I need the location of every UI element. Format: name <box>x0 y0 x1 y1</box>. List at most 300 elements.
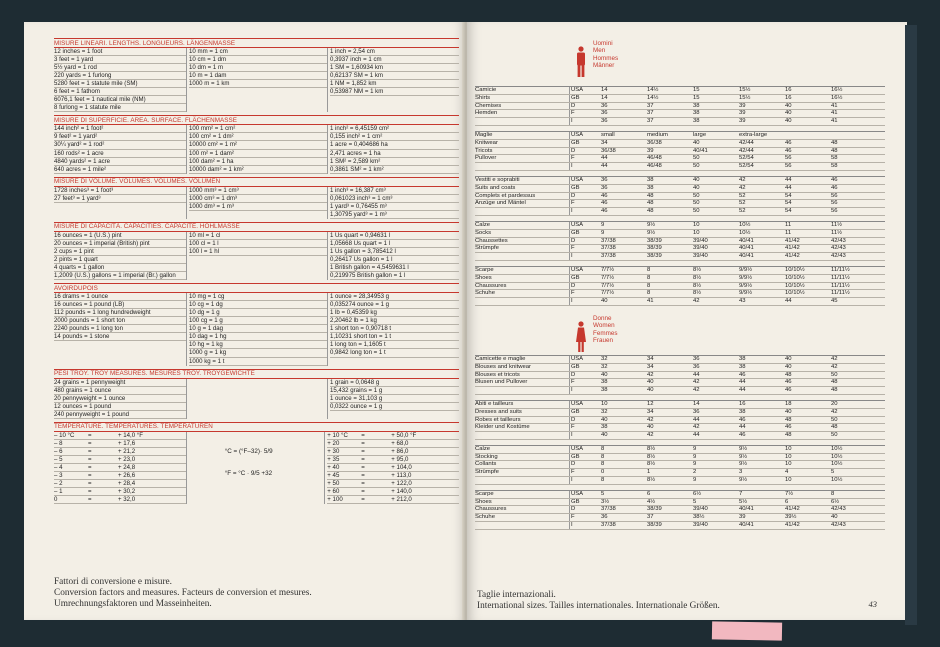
conversion-row: 640 acres = 1 mile² <box>54 166 186 174</box>
conversion-row: 5280 feet = 1 statute mile (SM) <box>54 80 186 88</box>
conversion-row: 144 inch² = 1 foot² <box>54 125 186 133</box>
garment-name: Knitwear <box>475 139 498 146</box>
size-value: 36 <box>601 102 608 109</box>
country-code: D <box>569 103 601 110</box>
size-value: 46 <box>831 184 838 191</box>
temperature-row <box>327 456 459 464</box>
size-value: 32 <box>601 408 608 415</box>
conversion-row: 3 feet = 1 yard <box>54 56 186 64</box>
country-code: I <box>569 253 601 260</box>
size-row <box>475 103 885 111</box>
size-value: 9 <box>693 461 697 468</box>
conversion-row: 15,432 grains = 1 g <box>330 387 459 395</box>
size-value: extra-large <box>739 131 768 138</box>
women-label: Femmes <box>593 329 618 337</box>
country-code: F <box>569 245 601 252</box>
size-value: 7 <box>739 490 743 497</box>
section-title: MISURE LINEARI. LENGTHS. LONGUEURS. LÄNGENMASSE <box>54 38 459 48</box>
size-value: 38½ <box>693 514 705 521</box>
size-value: 18 <box>785 400 792 407</box>
conversion-row: 10 dag = 1 hg <box>189 333 327 341</box>
right-page <box>467 22 907 620</box>
garment-name <box>475 522 569 529</box>
size-value: 37 <box>647 110 654 117</box>
temperature-cell: + 104,0 <box>391 463 412 471</box>
country-code: I <box>569 163 601 170</box>
conversion-row: 10 dm = 1 m <box>189 64 327 72</box>
size-value: large <box>693 131 707 138</box>
conversion-row: 1000 kg = 1 t <box>189 358 327 366</box>
garment-name: Camicie <box>475 87 497 93</box>
celsius-formula: °C = (°F–32)· 5/9 <box>224 447 273 455</box>
section-title: MISURE DI CAPACITÀ. CAPACITIES. CAPACITÉ. HOHLMASSE <box>54 222 459 232</box>
size-value: 16½ <box>831 87 843 93</box>
size-value: 50 <box>831 371 838 378</box>
temperature-row <box>327 448 459 456</box>
conversion-row: 100 mm² = 1 cm² <box>189 125 327 133</box>
temperature-cell: = <box>88 480 92 488</box>
women-label: Women <box>593 322 615 330</box>
conversion-row: 1,10231 short ton = 1 t <box>330 333 459 341</box>
size-value: 9 <box>601 229 605 236</box>
size-value: 10½ <box>831 453 843 460</box>
size-row <box>475 424 885 432</box>
size-value: 9/9½ <box>739 282 753 289</box>
size-value <box>831 132 877 139</box>
conversion-row: 5½ yard = 1 rod <box>54 64 186 72</box>
temperature-row <box>54 496 186 504</box>
size-value: 42 <box>647 432 654 439</box>
size-value: 4½ <box>647 498 656 505</box>
conversion-row: 14 pounds = 1 stone <box>54 333 186 341</box>
size-value: 40 <box>785 363 792 370</box>
size-value: 48 <box>831 387 838 394</box>
temperature-cell: + 50 <box>327 480 340 488</box>
size-value: 43 <box>739 298 746 305</box>
size-value: 38 <box>601 379 608 386</box>
country-code: GB <box>569 95 601 102</box>
size-value: 56 <box>831 192 838 199</box>
garment-name: Strümpfe <box>475 245 499 252</box>
size-value: 9/9½ <box>739 290 753 297</box>
conversion-row: 0,3861 SM² = 1 km² <box>330 166 459 174</box>
size-value: 9/9½ <box>739 274 753 281</box>
country-code: F <box>569 424 601 431</box>
size-value: 41 <box>831 102 838 109</box>
size-value: 42 <box>831 355 838 362</box>
country-code: D <box>569 417 601 424</box>
women-labels <box>593 315 618 344</box>
size-value: 40 <box>693 176 700 183</box>
conversion-tables <box>54 38 459 507</box>
temperature-cell: = <box>88 496 92 504</box>
temperature-row <box>327 480 459 488</box>
temperature-row <box>54 480 186 488</box>
size-value: 36 <box>693 408 700 415</box>
conversion-row: 2240 pounds = 1 long ton <box>54 325 186 333</box>
conversion-row: 100 cg = 1 g <box>189 317 327 325</box>
size-row <box>475 253 885 261</box>
garment-name: Vestiti e soprabiti <box>475 176 520 183</box>
footer-line: Taglie internazionali. <box>477 590 556 600</box>
size-value: 9 <box>693 453 697 460</box>
country-code: F <box>569 110 601 117</box>
conversion-row: 100 dam² = 1 ha <box>189 158 327 166</box>
country-code: I <box>569 298 601 305</box>
conversion-row: 20 pennyweight = 1 ounce <box>54 395 186 403</box>
size-row <box>475 454 885 462</box>
conversion-section <box>54 115 459 173</box>
temperature-cell: – 5 <box>54 455 63 463</box>
conversion-row: 10 cm = 1 dm <box>189 56 327 64</box>
size-value: 58 <box>831 155 838 162</box>
conversion-row: 1 short ton = 0,90718 t <box>330 325 459 333</box>
conversion-row: 10 mm = 1 cm <box>189 48 327 56</box>
size-value: 42 <box>693 424 700 431</box>
conversion-row: 160 rods² = 1 acre <box>54 150 186 158</box>
size-value: 7/7½ <box>601 290 615 297</box>
temperature-cell: + 17,6 <box>118 439 136 447</box>
size-value: 40 <box>785 408 792 415</box>
size-value: 42 <box>739 176 746 183</box>
conversion-row: 30¼ yard² = 1 rod² <box>54 141 186 149</box>
size-value: 39 <box>739 514 746 521</box>
conversion-row: 10 hg = 1 kg <box>189 341 327 349</box>
temperature-cell: + 32,0 <box>118 496 136 504</box>
size-value: 40 <box>601 432 608 439</box>
column-2 <box>186 48 327 112</box>
temperature-row <box>54 432 186 440</box>
size-value: 40 <box>785 355 792 362</box>
size-row <box>475 372 885 380</box>
women-header <box>475 311 885 355</box>
size-value: 37/38 <box>601 245 616 252</box>
men-icon <box>575 46 587 78</box>
conversion-row: 0,219975 British gallon = 1 l <box>330 272 459 280</box>
size-row <box>475 208 885 216</box>
garment-name: Scarpe <box>475 266 494 273</box>
country-code: GB <box>569 185 601 192</box>
conversion-row: 2,20462 lb = 1 kg <box>330 317 459 325</box>
size-row <box>475 163 885 171</box>
size-value: 8 <box>647 274 651 281</box>
country-code: F <box>569 514 601 521</box>
size-value: 5 <box>693 498 697 505</box>
country-code: I <box>569 387 601 394</box>
size-value: 54 <box>785 208 792 215</box>
size-value: 50 <box>693 155 700 162</box>
size-row <box>475 185 885 193</box>
conversion-row: 0,0322 ounce = 1 g <box>330 403 459 411</box>
column-1 <box>54 232 186 280</box>
conversion-row: 4840 yards² = 1 acre <box>54 158 186 166</box>
temperature-cell: = <box>88 472 92 480</box>
size-value: 38 <box>739 355 746 362</box>
conversion-row: 1 ounce = 28,34953 g <box>330 293 459 301</box>
temperature-cell: – 10 °C <box>54 431 75 439</box>
size-value: 5½ <box>739 498 748 505</box>
temperature-row <box>327 488 459 496</box>
country-code: D <box>569 372 601 379</box>
size-value: 50 <box>831 416 838 423</box>
garment-name: Abiti e tailleurs <box>475 400 514 407</box>
size-row <box>475 298 885 306</box>
column-2 <box>186 125 327 173</box>
size-value: 44 <box>693 432 700 439</box>
size-value: 48 <box>647 200 654 207</box>
size-value: 8 <box>647 290 651 297</box>
size-value: 42 <box>693 298 700 305</box>
size-value: 14½ <box>647 87 659 93</box>
size-value: 39 <box>739 102 746 109</box>
size-value: 44 <box>785 298 792 305</box>
size-value: 42 <box>831 363 838 370</box>
size-value: 48 <box>647 192 654 199</box>
conversion-row: 100 l = 1 hl <box>189 248 327 256</box>
size-value: 6 <box>785 498 789 505</box>
size-value: 38 <box>647 176 654 183</box>
column-2 <box>186 379 327 419</box>
size-value: 9½ <box>647 221 656 228</box>
size-row <box>475 131 885 140</box>
size-value: 38 <box>739 363 746 370</box>
size-row <box>475 506 885 514</box>
size-table <box>475 221 885 261</box>
garment-name: Dresses and suits <box>475 408 522 415</box>
size-value: 38/39 <box>647 522 662 529</box>
men-label: Männer <box>593 61 615 69</box>
country-code: D <box>569 506 601 513</box>
temperature-cell: = <box>361 455 365 463</box>
men-header <box>475 36 885 86</box>
size-table <box>475 490 885 530</box>
size-value: 50 <box>693 200 700 207</box>
conversion-row: 1 grain = 0,0648 g <box>330 379 459 387</box>
country-code: I <box>569 477 601 484</box>
size-value: 41/42 <box>785 522 800 529</box>
size-value: 48 <box>785 432 792 439</box>
temperature-cell: = <box>361 480 365 488</box>
size-row <box>475 95 885 103</box>
size-value: 36 <box>601 118 608 125</box>
size-value: 48 <box>785 371 792 378</box>
country-code: USA <box>569 356 601 363</box>
size-value: 46 <box>739 416 746 423</box>
size-value: 40/41 <box>739 506 754 513</box>
size-row <box>475 387 885 395</box>
size-value: 36/38 <box>601 147 616 154</box>
country-code: I <box>569 208 601 215</box>
country-code: F <box>569 155 601 162</box>
temperature-cell: + 50,0 °F <box>391 431 417 439</box>
conversion-row: 8 furlong = 1 statute mile <box>54 104 186 112</box>
size-value: 7/7½ <box>601 282 615 289</box>
garment-name: Chaussures <box>475 506 507 513</box>
men-label: Uomini <box>593 40 613 47</box>
temperature-cell: = <box>361 439 365 447</box>
size-value: 39/40 <box>693 253 708 260</box>
temperature-cell: + 14,0 °F <box>118 431 143 439</box>
size-row <box>475 290 885 298</box>
temperature-section <box>54 422 459 504</box>
column-1 <box>54 379 186 419</box>
garment-name: Blusen und Pullover <box>475 379 528 386</box>
size-value: 10 <box>601 400 608 407</box>
size-value: 44 <box>739 379 746 386</box>
garment-name: Scarpe <box>475 490 494 497</box>
size-value: 41 <box>831 118 838 125</box>
column-3 <box>327 293 459 365</box>
size-table <box>475 176 885 216</box>
conversion-row: 1000 dm³ = 1 m³ <box>189 203 327 211</box>
garment-name: Shirts <box>475 94 491 101</box>
temperature-cell: + 60 <box>327 488 340 496</box>
size-value: 40/41 <box>739 237 754 244</box>
conversion-row: 24 grains = 1 pennyweight <box>54 379 186 387</box>
size-value: 8½ <box>693 266 702 273</box>
conversion-row: 1728 inches³ = 1 foot³ <box>54 187 186 195</box>
garment-name <box>475 477 569 484</box>
size-value: 37 <box>647 118 654 125</box>
temperature-cell: = <box>88 447 92 455</box>
size-value: 8 <box>831 490 835 497</box>
page-number: 43 <box>868 599 877 609</box>
left-footer <box>54 577 312 610</box>
country-code: GB <box>569 140 601 147</box>
size-value: 39 <box>647 147 654 154</box>
size-value: 10 <box>785 453 792 460</box>
size-value: 8½ <box>647 453 656 460</box>
size-value: 2 <box>693 469 697 476</box>
size-row <box>475 445 885 454</box>
country-code: USA <box>569 267 601 274</box>
size-table <box>475 355 885 395</box>
size-value: 36/38 <box>647 139 662 146</box>
size-value: 41 <box>831 110 838 117</box>
garment-name: Schuhe <box>475 514 495 521</box>
size-value: 42 <box>739 184 746 191</box>
size-value: 56 <box>785 155 792 162</box>
size-value: 10½ <box>739 229 751 236</box>
temperature-cell: + 140,0 <box>391 488 412 496</box>
size-row <box>475 432 885 440</box>
size-row <box>475 230 885 238</box>
temperature-cell: + 26,6 <box>118 472 136 480</box>
size-value: 42/44 <box>739 147 754 154</box>
temperature-cell: = <box>361 488 365 496</box>
size-value: 38 <box>601 387 608 394</box>
size-value: 37/38 <box>601 506 616 513</box>
size-value: 8½ <box>693 274 702 281</box>
men-label: Men <box>593 47 606 55</box>
size-value: 14 <box>601 87 608 93</box>
temperature-block <box>325 432 459 504</box>
size-value: 40 <box>693 184 700 191</box>
size-row <box>475 140 885 148</box>
size-value: 14½ <box>647 94 659 101</box>
temperature-row <box>54 456 186 464</box>
country-code: USA <box>569 446 601 453</box>
size-value: 6½ <box>831 498 840 505</box>
conversion-row: 9 feet² = 1 yard² <box>54 133 186 141</box>
size-value: 38 <box>693 110 700 117</box>
temperature-cell: + 24,8 <box>118 463 136 471</box>
conversion-row: 20 ounces = 1 imperial (British) pint <box>54 240 186 248</box>
size-table <box>475 266 885 306</box>
size-value: 37 <box>647 102 654 109</box>
country-code: I <box>569 432 601 439</box>
garment-name: Hemden <box>475 110 498 117</box>
garment-name: Anzüge und Mäntel <box>475 200 526 207</box>
size-value: 15 <box>693 94 700 101</box>
size-value: 46 <box>601 200 608 207</box>
size-value: 48 <box>831 147 838 154</box>
size-value: 42 <box>831 408 838 415</box>
size-value: 44 <box>785 184 792 191</box>
conversion-row: 220 yards = 1 furlong <box>54 72 186 80</box>
size-value: 40 <box>785 118 792 125</box>
size-value: 10 <box>785 445 792 452</box>
size-value: 48 <box>647 208 654 215</box>
size-value: 10 <box>693 229 700 236</box>
garment-name: Complets et pardessus <box>475 192 536 199</box>
size-value: 8½ <box>647 461 656 468</box>
temperature-row <box>54 464 186 472</box>
section-columns <box>54 293 459 365</box>
section-title: TEMPERATURE. TEMPERATURES. TEMPERATUREN <box>54 422 459 432</box>
conversion-row: 100 m² = 1 dam² <box>189 150 327 158</box>
size-value: 56 <box>785 163 792 170</box>
garment-name <box>475 208 569 215</box>
conversion-row: 1,2009 (U.S.) gallons = 1 imperial (Br.) gallon <box>54 272 186 280</box>
garment-name: Tricots <box>475 147 493 154</box>
conversion-row: 1 SM = 1,60934 km <box>330 64 459 72</box>
fahrenheit-formula: °F = °C · 9/5 +32 <box>224 469 273 477</box>
size-value: 46 <box>601 208 608 215</box>
temperature-cell: + 68,0 <box>391 439 409 447</box>
temperature-cell: + 30 <box>327 447 340 455</box>
size-value: 7/7½ <box>601 274 615 281</box>
size-value: 10½ <box>831 461 843 468</box>
section-columns <box>54 125 459 173</box>
size-value: 46 <box>785 387 792 394</box>
temperature-cell: = <box>88 488 92 496</box>
size-row <box>475 355 885 364</box>
conversion-row: 1 acre = 0,404686 ha <box>330 141 459 149</box>
size-value: 41/42 <box>785 237 800 244</box>
garment-name <box>475 387 569 394</box>
size-value: 8 <box>601 445 605 452</box>
size-value: 6 <box>647 490 651 497</box>
garment-name: Collants <box>475 461 497 468</box>
garment-name: Shoes <box>475 274 492 281</box>
size-row <box>475 409 885 417</box>
country-code: I <box>569 522 601 529</box>
size-value: 48 <box>785 416 792 423</box>
conversion-row: 1 inch = 2,54 cm <box>330 48 459 56</box>
size-row <box>475 176 885 185</box>
size-value: 9 <box>601 221 605 228</box>
country-code: USA <box>569 177 601 184</box>
conversion-row: 1 Us quart = 0,94631 l <box>330 232 459 240</box>
size-value: 45 <box>831 298 838 305</box>
size-tables <box>475 36 885 535</box>
size-value: 9½ <box>739 445 748 452</box>
temperature-cell: – 2 <box>54 480 63 488</box>
size-value: 42 <box>647 371 654 378</box>
conversion-row: 100 cm² = 1 dm² <box>189 133 327 141</box>
size-value: 9½ <box>739 477 748 484</box>
